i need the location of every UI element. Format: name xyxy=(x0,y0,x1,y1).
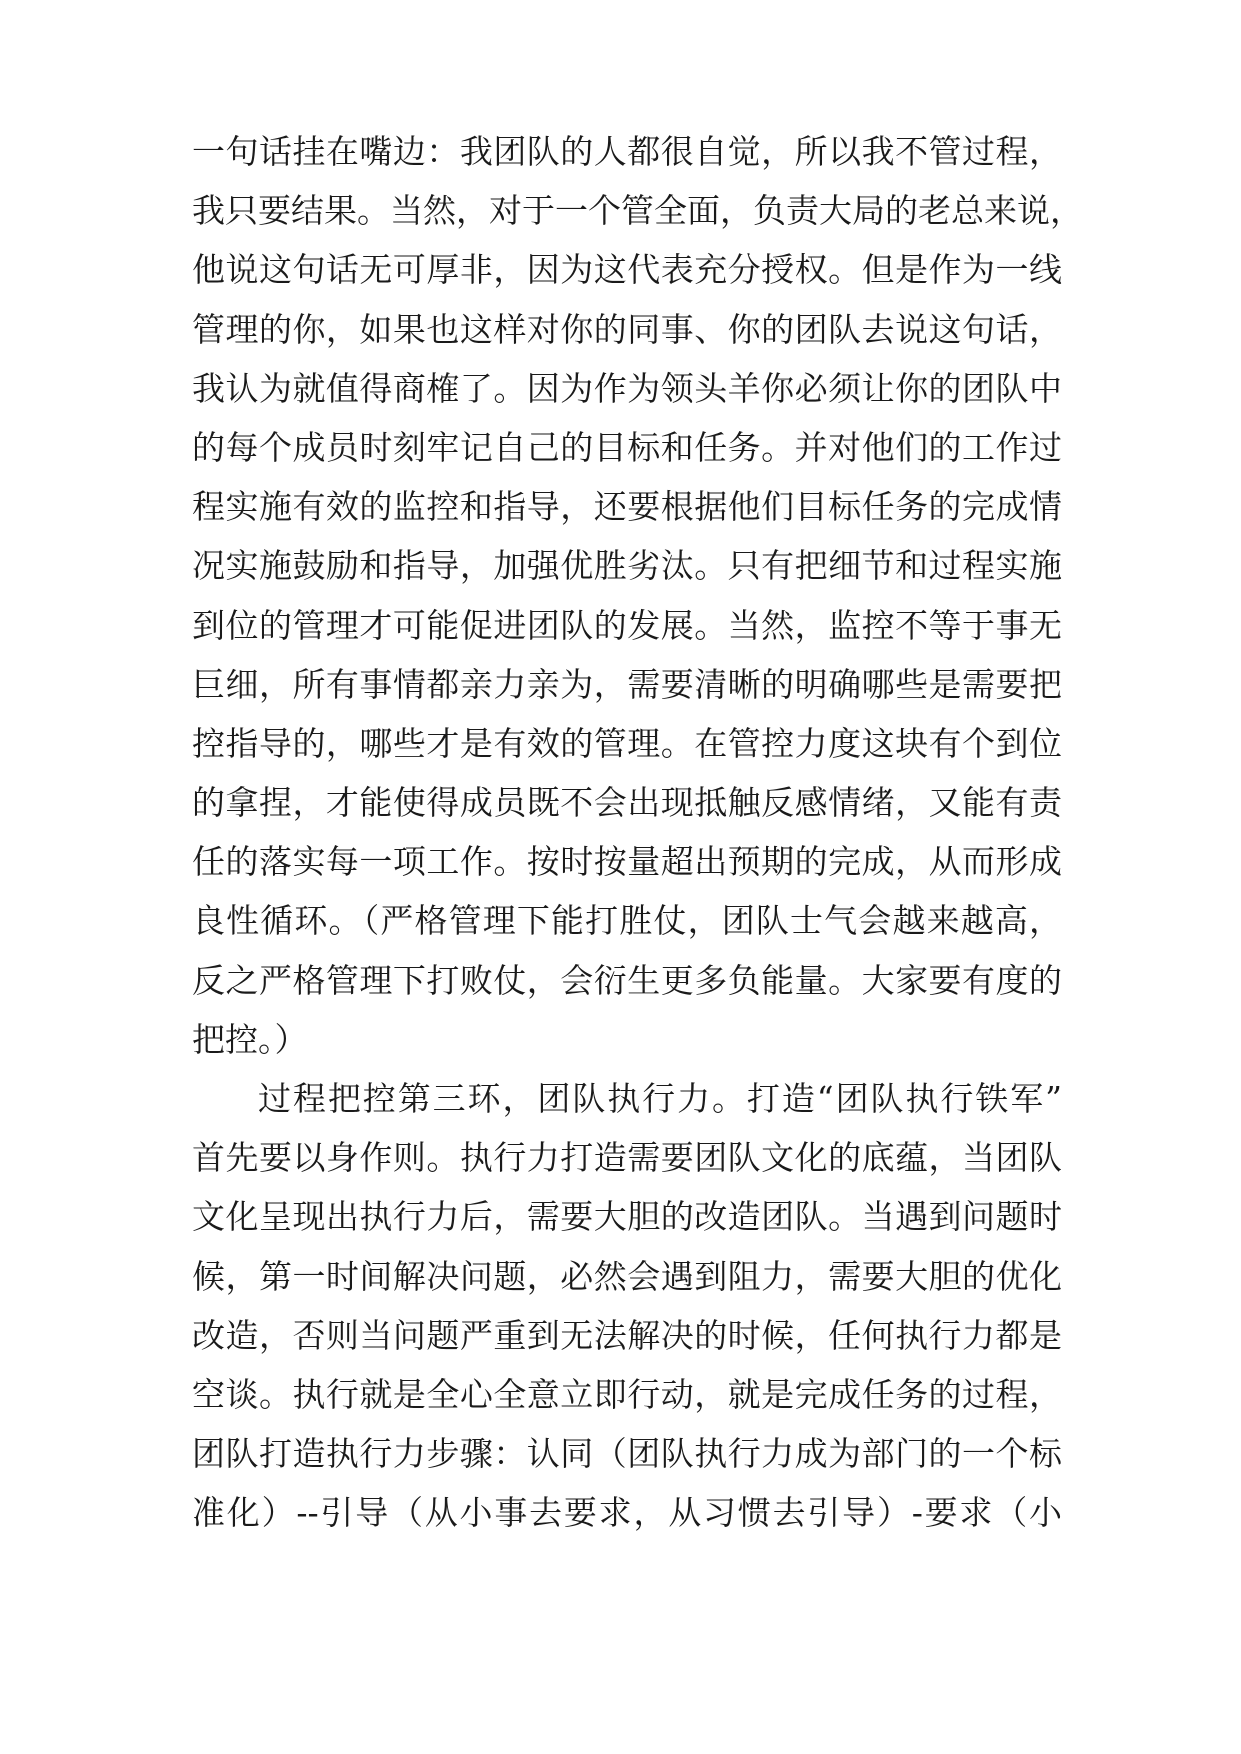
paragraph-line: 况实施鼓励和指导，加强优胜劣汰。只有把细节和过程实施 xyxy=(192,546,1062,586)
paragraph-line: 团队打造执行力步骤：认同（团队执行力成为部门的一个标 xyxy=(192,1434,1062,1474)
paragraph-line: 我只要结果。当然，对于一个管全面，负责大局的老总来说， xyxy=(192,191,1083,231)
paragraph-line: 的每个成员时刻牢记自己的目标和任务。并对他们的工作过 xyxy=(192,427,1062,467)
paragraph-line: 把控。） xyxy=(192,1019,308,1059)
paragraph-line: 过程把控第三环，团队执行力。打造“团队执行铁军” xyxy=(258,1079,1062,1118)
paragraph-line: 反之严格管理下打败仗，会衍生更多负能量。大家要有度的 xyxy=(192,960,1062,1000)
paragraph-line: 管理的你，如果也这样对你的同事、你的团队去说这句话， xyxy=(192,309,1062,349)
paragraph-line: 任的落实每一项工作。按时按量超出预期的完成，从而形成 xyxy=(192,842,1062,882)
paragraph-line: 他说这句话无可厚非，因为这代表充分授权。但是作为一线 xyxy=(192,250,1062,290)
paragraph-line: 改造，否则当问题严重到无法解决的时候，任何执行力都是 xyxy=(192,1315,1062,1355)
paragraph-line: 首先要以身作则。执行力打造需要团队文化的底蕴，当团队 xyxy=(192,1138,1062,1178)
paragraph-2 xyxy=(192,1069,1062,1543)
paragraph-line: 候，第一时间解决问题，必然会遇到阻力，需要大胆的优化 xyxy=(192,1256,1062,1296)
paragraph-line: 到位的管理才可能促进团队的发展。当然，监控不等于事无 xyxy=(192,605,1062,645)
paragraph-line: 空谈。执行就是全心全意立即行动，就是完成任务的过程， xyxy=(192,1374,1062,1414)
paragraph-line: 我认为就值得商榷了。因为作为领头羊你必须让你的团队中 xyxy=(192,368,1062,408)
paragraph-line: 的拿捏，才能使得成员既不会出现抵触反感情绪，又能有责 xyxy=(192,783,1062,823)
paragraph-line: 良性循环。（严格管理下能打胜仗，团队士气会越来越高， xyxy=(192,901,1062,941)
paragraph-line: 巨细，所有事情都亲力亲为，需要清晰的明确哪些是需要把 xyxy=(192,664,1062,704)
paragraph-1 xyxy=(192,122,1083,1069)
paragraph-line: 程实施有效的监控和指导，还要根据他们目标任务的完成情 xyxy=(192,487,1062,527)
paragraph-line: 一句话挂在嘴边：我团队的人都很自觉，所以我不管过程， xyxy=(192,132,1062,171)
paragraph-line: 准化）--引导（从小事去要求，从习惯去引导）-要求（小 xyxy=(192,1493,1062,1533)
paragraph-line: 控指导的，哪些才是有效的管理。在管控力度这块有个到位 xyxy=(192,723,1062,763)
paragraph-line: 文化呈现出执行力后，需要大胆的改造团队。当遇到问题时 xyxy=(192,1197,1062,1237)
